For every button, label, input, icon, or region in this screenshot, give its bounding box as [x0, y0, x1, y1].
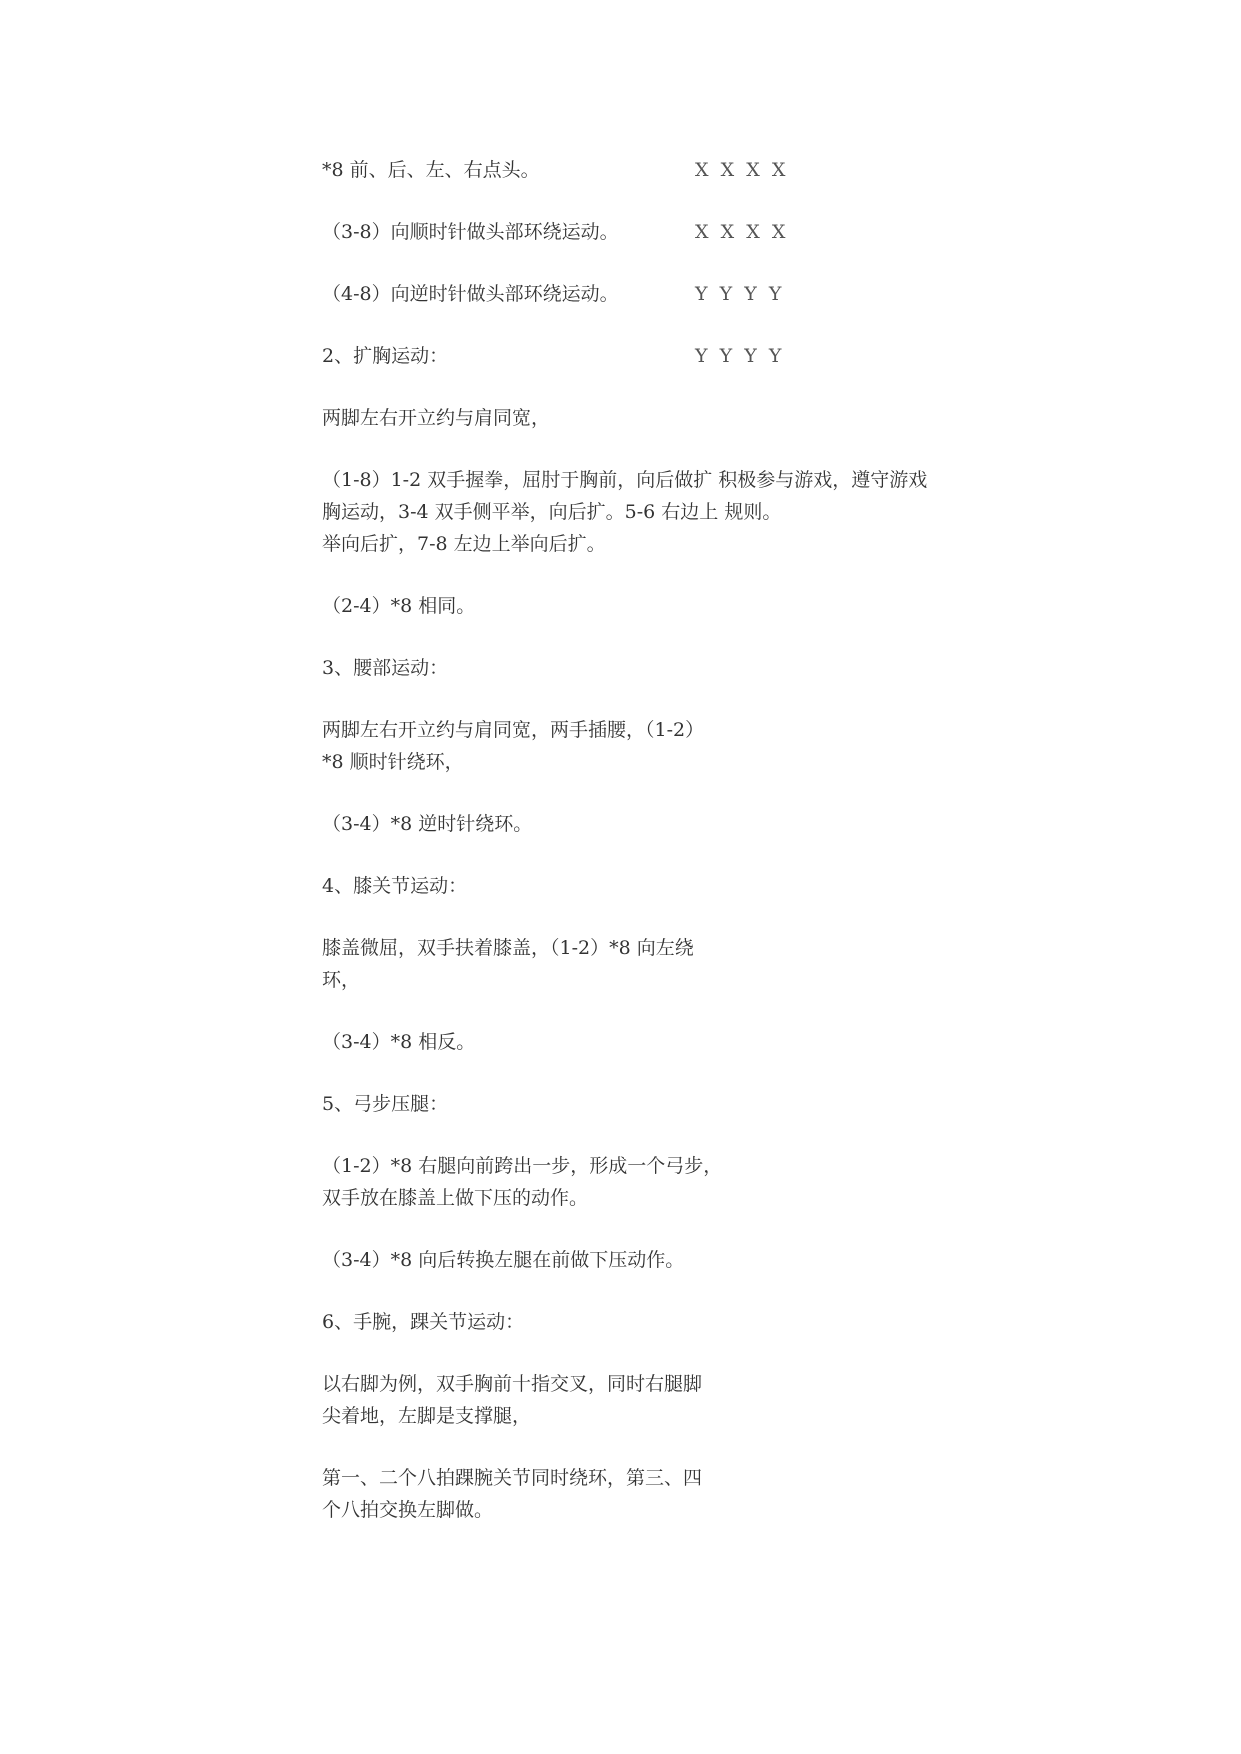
waist-line1: 两脚左右开立约与肩同宽，两手插腰，（1-2）	[322, 719, 705, 741]
head-row-2-text: （3-8）向顺时针做头部环绕运动。	[322, 221, 619, 243]
knee-line3: （3-4）*8 相反。	[322, 1031, 476, 1053]
head-row-1-text: *8 前、后、左、右点头。	[322, 159, 540, 181]
chest-heading: 2、扩胸运动：	[322, 345, 449, 367]
head-row-1-marks: X X X X	[695, 159, 786, 181]
lunge-line3: （3-4）*8 向后转换左腿在前做下压动作。	[322, 1249, 685, 1271]
knee-line1: 膝盖微屈，双手扶着膝盖，（1-2）*8 向左绕	[322, 937, 694, 959]
waist-line3: （3-4）*8 逆时针绕环。	[322, 813, 533, 835]
chest-heading-marks: Y Y Y Y	[695, 345, 782, 367]
chest-step1-line1: （1-8）1-2 双手握拳，屈肘于胸前，向后做扩 积极参与游戏，遵守游戏	[322, 469, 928, 491]
chest-step1-line2: 胸运动，3-4 双手侧平举，向后扩。5-6 右边上 规则。	[322, 501, 782, 523]
head-row-2-marks: X X X X	[695, 221, 786, 243]
wrist-heading: 6、手腕，踝关节运动：	[322, 1311, 525, 1333]
chest-step2: （2-4）*8 相同。	[322, 595, 476, 617]
wrist-line3: 第一、二个八拍踝腕关节同时绕环，第三、四	[322, 1467, 703, 1489]
knee-line2: 环，	[322, 969, 361, 991]
lunge-heading: 5、弓步压腿：	[322, 1093, 449, 1115]
knee-heading: 4、膝关节运动：	[322, 875, 468, 897]
lunge-line2: 双手放在膝盖上做下压的动作。	[322, 1187, 589, 1209]
wrist-line4: 个八拍交换左脚做。	[322, 1499, 494, 1521]
wrist-line1: 以右脚为例，双手胸前十指交叉，同时右腿脚	[322, 1373, 703, 1395]
chest-step1-line3: 举向后扩，7-8 左边上举向后扩。	[322, 533, 606, 555]
waist-heading: 3、腰部运动：	[322, 657, 449, 679]
lunge-line1: （1-2）*8 右腿向前跨出一步，形成一个弓步，	[322, 1155, 723, 1177]
chest-stance: 两脚左右开立约与肩同宽，	[322, 407, 551, 429]
head-row-3-marks: Y Y Y Y	[695, 283, 782, 305]
wrist-line2: 尖着地，左脚是支撑腿，	[322, 1405, 532, 1427]
head-row-3-text: （4-8）向逆时针做头部环绕运动。	[322, 283, 619, 305]
waist-line2: *8 顺时针绕环，	[322, 751, 464, 773]
